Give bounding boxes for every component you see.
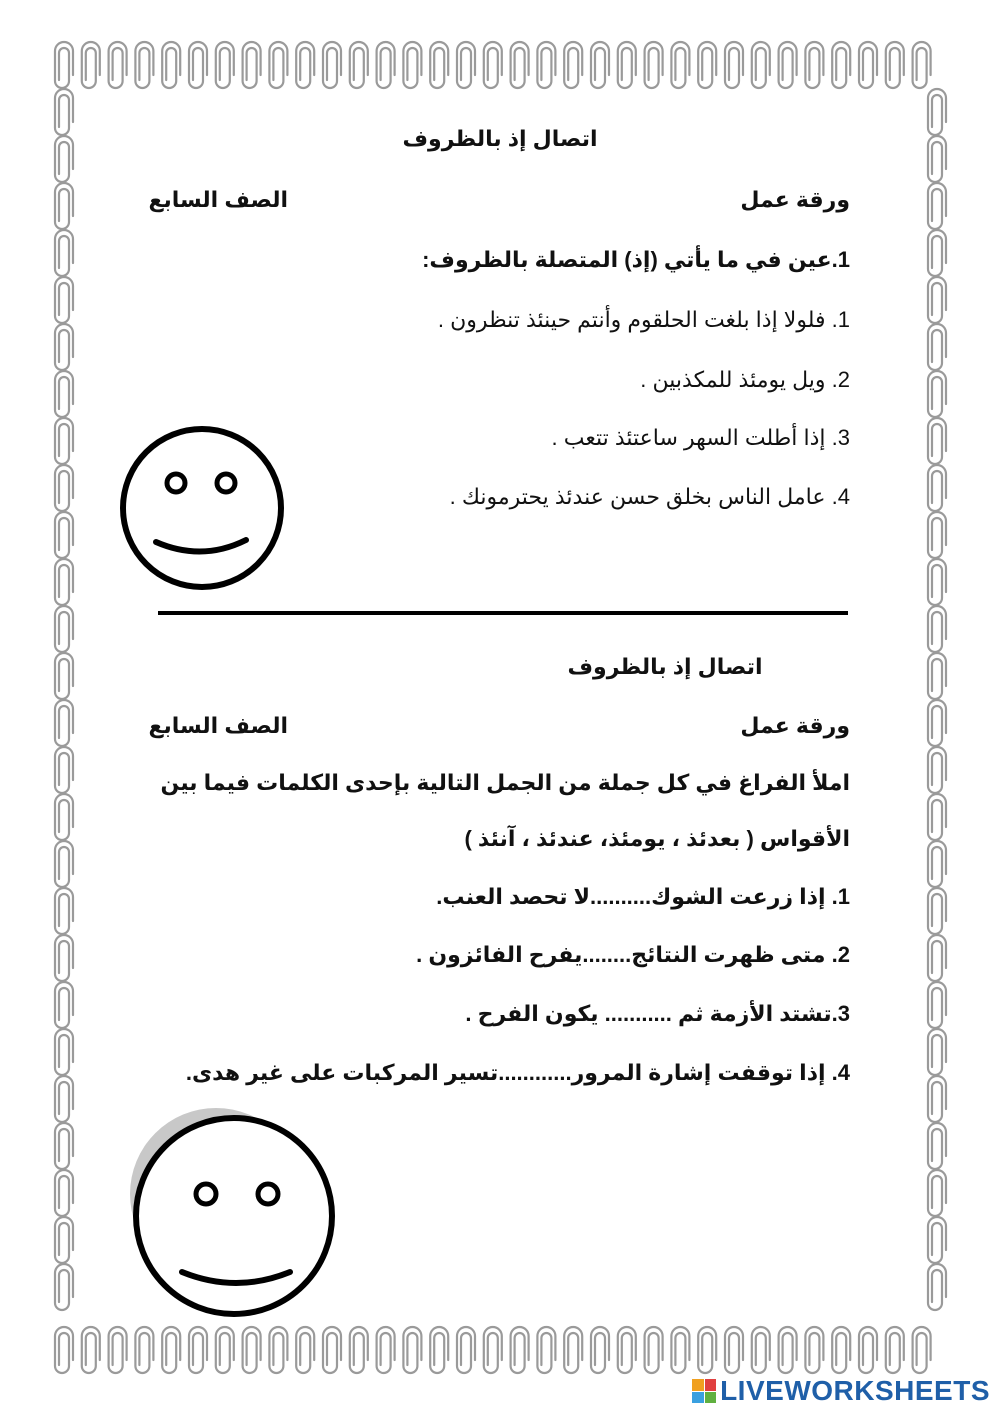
paperclip-icon (928, 1029, 946, 1075)
paperclip-icon (484, 42, 502, 88)
paperclip-icon (55, 371, 73, 417)
paperclip-icon (928, 324, 946, 370)
paperclip-icon (55, 794, 73, 840)
paperclip-icon (928, 512, 946, 558)
paperclip-icon (564, 42, 582, 88)
paperclip-icon (55, 465, 73, 511)
paperclip-icon (457, 42, 475, 88)
paperclip-icon (55, 888, 73, 934)
paperclip-icon (928, 559, 946, 605)
paperclip-icon (350, 42, 368, 88)
paperclip-icon (511, 42, 529, 88)
paperclip-icon (82, 1327, 100, 1373)
paperclip-icon (779, 1327, 797, 1373)
paperclip-icon (928, 794, 946, 840)
paperclip-icon (55, 982, 73, 1028)
paperclip-icon (55, 653, 73, 699)
paperclip-icon (243, 42, 261, 88)
paperclip-icon (55, 935, 73, 981)
sheet1-item-2: 2. ويل يومئذ للمكذبين . (640, 367, 850, 392)
paperclip-icon (55, 324, 73, 370)
paperclip-icon (928, 465, 946, 511)
sheet2-item-1: 1. إذا زرعت الشوك..........لا تحصد العنب. (436, 884, 850, 909)
paperclip-icon (805, 1327, 823, 1373)
sheet2-grade-label: الصف السابع (148, 713, 288, 738)
paperclip-icon (55, 1029, 73, 1075)
paperclip-icon (928, 371, 946, 417)
paperclip-icon (928, 1217, 946, 1263)
paperclip-icon (832, 1327, 850, 1373)
paperclip-icon (55, 1076, 73, 1122)
paperclip-icon (859, 42, 877, 88)
liveworksheets-logo-icon (692, 1379, 716, 1403)
paperclip-icon (928, 888, 946, 934)
paperclip-icon (484, 1327, 502, 1373)
paperclip-icon (928, 1264, 946, 1310)
paperclip-icon (928, 841, 946, 887)
paperclip-icon (928, 277, 946, 323)
paperclip-icon (645, 1327, 663, 1373)
paperclip-icon (928, 700, 946, 746)
paperclip-icon (55, 747, 73, 793)
paperclip-icon (832, 42, 850, 88)
paperclip-icon (55, 1217, 73, 1263)
paperclip-icon (886, 1327, 904, 1373)
paperclip-icon (403, 1327, 421, 1373)
paperclip-icon (55, 841, 73, 887)
paperclip-icon (55, 230, 73, 276)
sheet2-item-4: 4. إذا توقفت إشارة المرور............تسير المركبات على غير هدى. (185, 1060, 850, 1085)
paperclip-icon (725, 42, 743, 88)
sheet2-item-2: 2. متى ظهرت النتائج........يفرح الفائزون . (416, 942, 850, 967)
paperclip-icon (296, 42, 314, 88)
paperclip-icon (779, 42, 797, 88)
paperclip-icon (913, 1327, 931, 1373)
sheet2-title: اتصال إذ بالظروف (567, 654, 763, 679)
paperclip-icon (189, 42, 207, 88)
paperclip-icon (55, 418, 73, 464)
sheet1-worksheet-label: ورقة عمل (740, 187, 850, 212)
paperclip-icon (591, 1327, 609, 1373)
sheet1-item-4: 4. عامل الناس بخلق حسن عندئذ يحترمونك . (449, 484, 850, 509)
paperclip-icon (109, 42, 127, 88)
paperclip-icon (928, 1076, 946, 1122)
paperclip-icon (928, 747, 946, 793)
sheet1-item-1: 1. فلولا إذا بلغت الحلقوم وأنتم حينئذ تنظرون . (437, 307, 850, 332)
sheet1-grade-label: الصف السابع (148, 187, 288, 212)
sheet2-worksheet-label: ورقة عمل (740, 713, 850, 738)
sheet1-title: اتصال إذ بالظروف (402, 126, 598, 151)
paperclip-icon (430, 1327, 448, 1373)
paperclip-icon (135, 42, 153, 88)
paperclip-icon (55, 1264, 73, 1310)
paperclip-icon (859, 1327, 877, 1373)
liveworksheets-brand[interactable] (692, 1374, 990, 1408)
paperclip-icon (618, 42, 636, 88)
paperclip-icon (928, 606, 946, 652)
paperclip-icon (55, 606, 73, 652)
paperclip-icon (537, 1327, 555, 1373)
paperclip-icon (430, 42, 448, 88)
paperclip-icon (55, 183, 73, 229)
sheet2-instruction-line2: الأقواس ( بعدئذ ، يومئذ، عندئذ ، آنئذ ) (464, 826, 850, 851)
sheet1-item-3: 3. إذا أطلت السهر ساعتئذ تتعب . (551, 425, 850, 450)
section-divider (158, 611, 848, 615)
paperclip-icon (55, 1123, 73, 1169)
paperclip-icon (55, 559, 73, 605)
smiley-face-icon (120, 1104, 360, 1344)
paperclip-icon (55, 1327, 73, 1373)
paperclip-icon (162, 42, 180, 88)
paperclip-icon (377, 1327, 395, 1373)
paperclip-icon (752, 42, 770, 88)
paperclip-icon (511, 1327, 529, 1373)
paperclip-icon (886, 42, 904, 88)
paperclip-icon (591, 42, 609, 88)
paperclip-icon (537, 42, 555, 88)
paperclip-icon (928, 1170, 946, 1216)
paperclip-icon (928, 418, 946, 464)
paperclip-icon (725, 1327, 743, 1373)
paperclip-icon (805, 42, 823, 88)
paperclip-icon (928, 935, 946, 981)
paperclip-icon (55, 42, 73, 88)
paperclip-icon (269, 42, 287, 88)
paperclip-icon (928, 1123, 946, 1169)
sheet1-instruction: 1.عين في ما يأتي (إذ) المتصلة بالظروف: (422, 247, 850, 272)
paperclip-icon (752, 1327, 770, 1373)
paperclip-icon (377, 42, 395, 88)
sheet2-instruction-line1: املأ الفراغ في كل جملة من الجمل التالية بإحدى الكلمات فيما بين (160, 770, 850, 795)
paperclip-icon (457, 1327, 475, 1373)
paperclip-icon (928, 982, 946, 1028)
paperclip-icon (323, 42, 341, 88)
paperclip-icon (698, 42, 716, 88)
paperclip-icon (913, 42, 931, 88)
paperclip-icon (82, 42, 100, 88)
paperclip-icon (698, 1327, 716, 1373)
paperclip-icon (671, 42, 689, 88)
paperclip-icon (55, 700, 73, 746)
paperclip-icon (55, 512, 73, 558)
paperclip-icon (55, 277, 73, 323)
paperclip-icon (928, 230, 946, 276)
paperclip-icon (671, 1327, 689, 1373)
paperclip-icon (645, 42, 663, 88)
brand-text: LIVEWORKSHEETS (720, 1375, 990, 1406)
paperclip-icon (55, 1170, 73, 1216)
paperclip-icon (618, 1327, 636, 1373)
smiley-face-icon (116, 422, 288, 594)
paperclip-icon (216, 42, 234, 88)
paperclip-icon (928, 183, 946, 229)
paperclip-icon (403, 42, 421, 88)
paperclip-icon (564, 1327, 582, 1373)
sheet2-item-3: 3.تشتد الأزمة ثم ........... يكون الفرح . (465, 1001, 850, 1026)
